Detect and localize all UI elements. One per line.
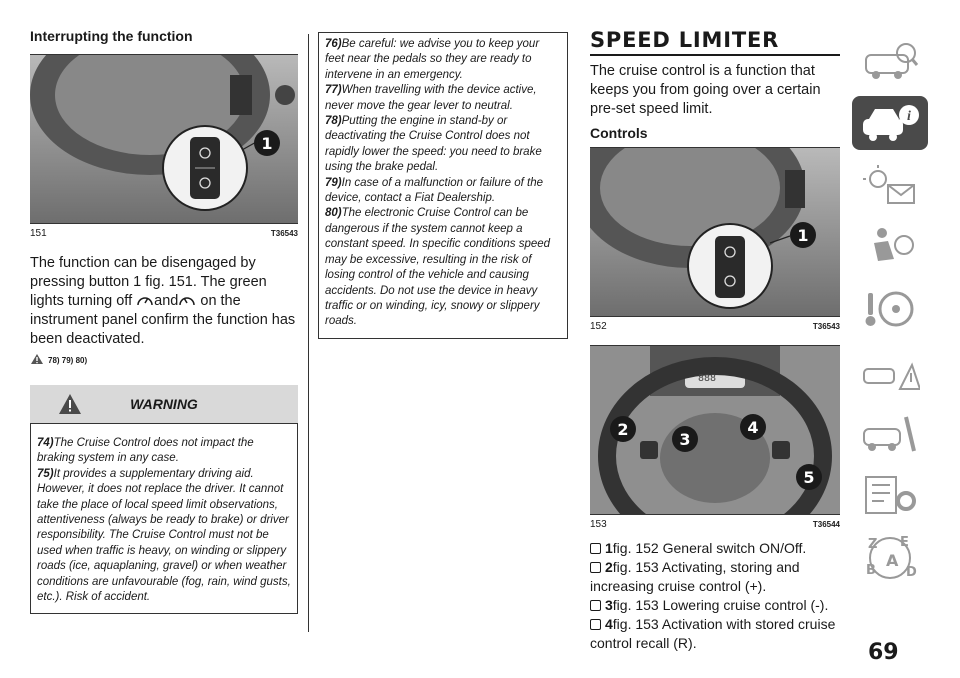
controls-list [590, 539, 840, 653]
callout-1: 1 [790, 222, 816, 248]
list-item: 4fig. 153 Activation with stored cruise control recall (R). [590, 616, 836, 651]
specs-gear-icon [860, 473, 920, 517]
left-column [30, 28, 298, 614]
callout-5: 5 [796, 464, 822, 490]
cluster-display: 888 [698, 373, 717, 384]
body-paragraph: The function can be disengaged by pressing button 1 fig. 151. The green lights turning off and on the instrument panel confirm the function has been deactivated. [30, 255, 296, 347]
warning-box [30, 423, 298, 614]
checkbox-icon [590, 562, 601, 573]
figure-151-photo [30, 55, 298, 223]
list-item: 1fig. 152 General switch ON/Off. [590, 539, 840, 558]
figure-151 [30, 54, 298, 224]
warning-item: 76)Be careful: we advise you to keep your feet near the pedals so they are ready to intervene in an emergency. [325, 38, 540, 81]
warning-item: 80)The electronic Cruise Control can be dangerous if the system cannot keep a constant speed. In specific conditions speed may be excessive, resulting in the risk of losing control of the vehicle and causing accidents. Do not use the device in heavy traffic or on winding, icy, snowy or slippery roads. [325, 207, 551, 328]
warning-triangle-icon [30, 353, 44, 365]
checkbox-icon [590, 619, 601, 630]
section-heading-interrupting: Interrupting the function [30, 28, 193, 44]
callout-4: 4 [740, 414, 766, 440]
page-title: SPEED LIMITER [590, 28, 840, 56]
warning-item: 74)The Cruise Control does not impact the braking system in any case. [37, 437, 254, 465]
chapter-tabs [852, 34, 928, 592]
road-hazard-icon [860, 349, 920, 393]
figure-153-caption [590, 515, 840, 533]
svg-text:i: i [907, 109, 911, 124]
warning-banner [30, 385, 298, 423]
svg-text:A: A [886, 551, 899, 570]
tab-specs-gear[interactable] [852, 468, 928, 522]
tab-warning-lights[interactable] [852, 158, 928, 212]
svg-text:Z: Z [868, 537, 878, 552]
warning-item: 79)In case of a malfunction or failure of the device, contact a Fiat Dealership. [325, 176, 543, 205]
airbag-seat-icon [860, 225, 920, 269]
tab-car-service[interactable] [852, 406, 928, 460]
warning-item: 77)When travelling with the device active, never move the gear lever to neutral. [325, 84, 537, 112]
page-number: 69 [868, 640, 899, 665]
tab-road-hazard[interactable] [852, 344, 928, 398]
controls-heading: Controls [590, 125, 648, 141]
list-item: 3fig. 153 Lowering cruise control (-). [590, 596, 840, 615]
car-info-icon [859, 101, 921, 145]
svg-text:D: D [906, 565, 917, 580]
figure-number: 153 [590, 518, 607, 530]
figure-code: T36544 [812, 519, 840, 529]
cruise-control-icon [136, 293, 154, 307]
list-item: 2fig. 153 Activating, storing and increasing cruise control (+). [590, 559, 800, 594]
checkbox-icon [590, 600, 601, 611]
figure-151-caption [30, 224, 298, 242]
speed-limiter-icon [178, 293, 196, 307]
svg-text:B: B [866, 563, 876, 578]
figure-number: 152 [590, 320, 607, 332]
callout-2: 2 [610, 416, 636, 442]
warning-item: 75)It provides a supplementary driving aid. However, it does not replace the driver. It cannot take the place of local speed limit observations, attentiveness (always be ready to brake) or driver responsibility. The Cruise Control must not be used when traffic is heavy, on winding or slippery roads (ice, aquaplaning, gravel) or when weather conditions are unfavourable (fog, rain, wind gusts, etc.). Risk of accident. [37, 467, 291, 604]
car-search-icon [860, 39, 920, 83]
warning-box-continued [318, 32, 568, 339]
tab-car-search[interactable] [852, 34, 928, 88]
figure-153 [590, 345, 840, 515]
column-divider [308, 34, 309, 632]
warning-item: 78)Putting the engine in stand-by or deactivating the Cruise Control does not rapidly lower the speed: you need to brake using the brake pedal. [325, 115, 542, 174]
middle-column [318, 38, 568, 339]
figure-code: T36543 [812, 321, 840, 331]
steering-key-icon [860, 287, 920, 331]
figure-152-photo [590, 148, 840, 316]
index-az-icon [860, 532, 920, 582]
car-service-icon [860, 411, 920, 455]
tab-steering-key[interactable] [852, 282, 928, 336]
warning-triangle-icon [58, 393, 82, 415]
intro-paragraph: The cruise control is a function that keeps you from going over a certain pre-set speed limit. [590, 63, 821, 117]
callout-1: 1 [254, 130, 280, 156]
callout-3: 3 [672, 426, 698, 452]
figure-code: T36543 [270, 228, 298, 238]
tab-car-info[interactable] [852, 96, 928, 150]
figure-152-caption [590, 317, 840, 335]
tab-index-az[interactable] [852, 530, 928, 584]
warning-lights-icon [860, 163, 920, 207]
svg-text:E: E [900, 535, 909, 550]
figure-152 [590, 147, 840, 317]
tab-airbag-seat[interactable] [852, 220, 928, 274]
figure-153-photo [590, 346, 840, 514]
figure-number: 151 [30, 227, 47, 239]
warning-title: WARNING [130, 396, 198, 412]
checkbox-icon [590, 543, 601, 554]
warning-refs: 78) 79) 80) [30, 353, 298, 365]
right-column [590, 28, 840, 653]
